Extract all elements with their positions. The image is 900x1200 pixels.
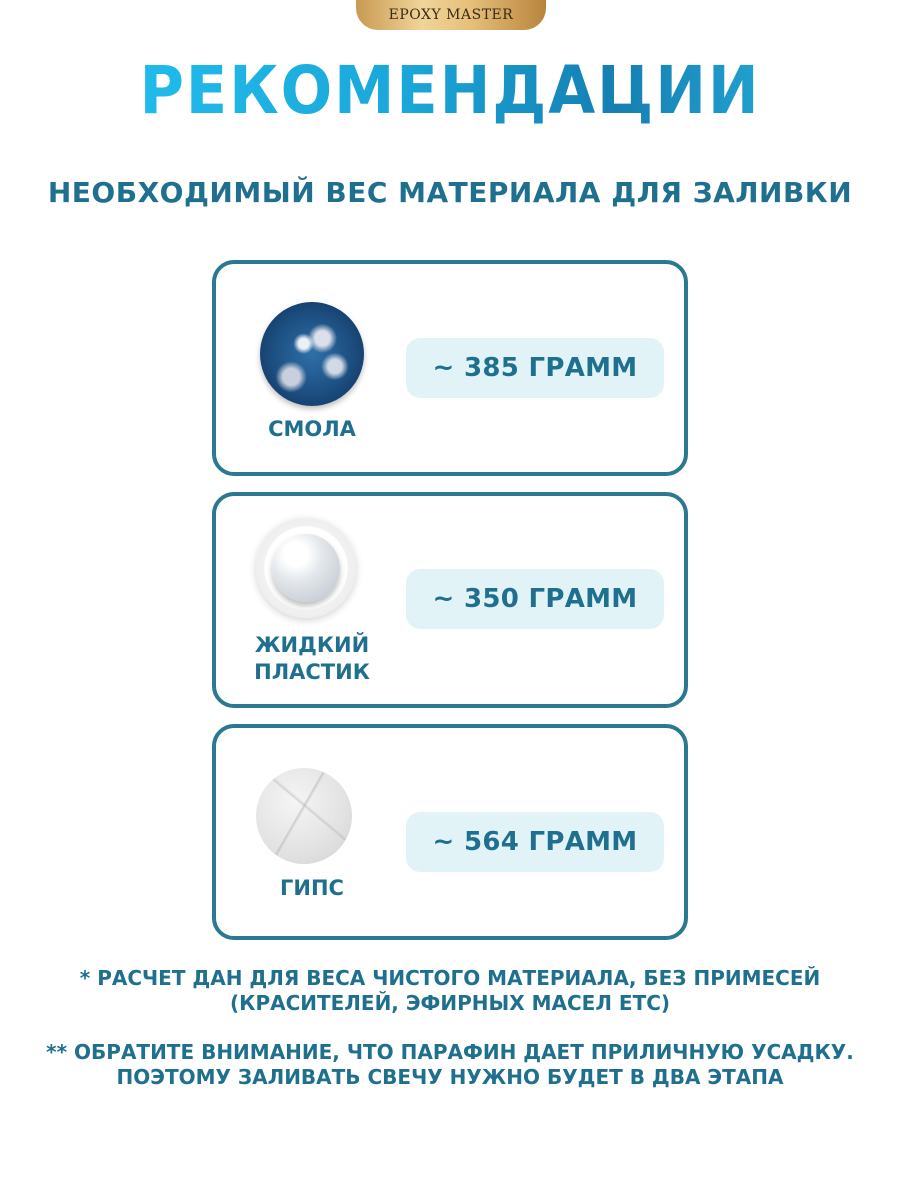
page-subtitle: НЕОБХОДИМЫЙ ВЕС МАТЕРИАЛА ДЛЯ ЗАЛИВКИ [47,176,853,209]
resin-sphere-icon [260,302,364,406]
material-card-resin [212,260,688,476]
gypsum-disc-icon [256,768,352,864]
plastic-sphere-icon [256,518,356,618]
weight-value: ~ 385 ГРАММ [406,338,664,398]
material-label: ГИПС [280,876,344,900]
weight-value: ~ 564 ГРАММ [406,812,664,872]
footnote-calculation: * РАСЧЕТ ДАН ДЛЯ ВЕСА ЧИСТОГО МАТЕРИАЛА, БЕЗ ПРИМЕСЕЙ (КРАСИТЕЛЕЙ, ЭФИРНЫХ МАСЕЛ ETC) [79,966,821,1015]
material-card-gypsum [212,724,688,940]
brand-logo-text: EPOXY MASTER [388,7,514,23]
brand-logo [356,0,546,30]
material-label: ЖИДКИЙ ПЛАСТИК [254,633,370,684]
material-label: СМОЛА [268,417,356,441]
page-title: РЕКОМЕНДАЦИИ [36,52,864,129]
weight-value: ~ 350 ГРАММ [406,569,664,629]
material-card-plastic [212,492,688,708]
footnote-paraffin: ** ОБРАТИТЕ ВНИМАНИЕ, ЧТО ПАРАФИН ДАЕТ ПРИЛИЧНУЮ УСАДКУ. ПОЭТОМУ ЗАЛИВАТЬ СВЕЧУ НУЖНО БУДЕТ В ДВА ЭТАПА [46,1040,854,1089]
